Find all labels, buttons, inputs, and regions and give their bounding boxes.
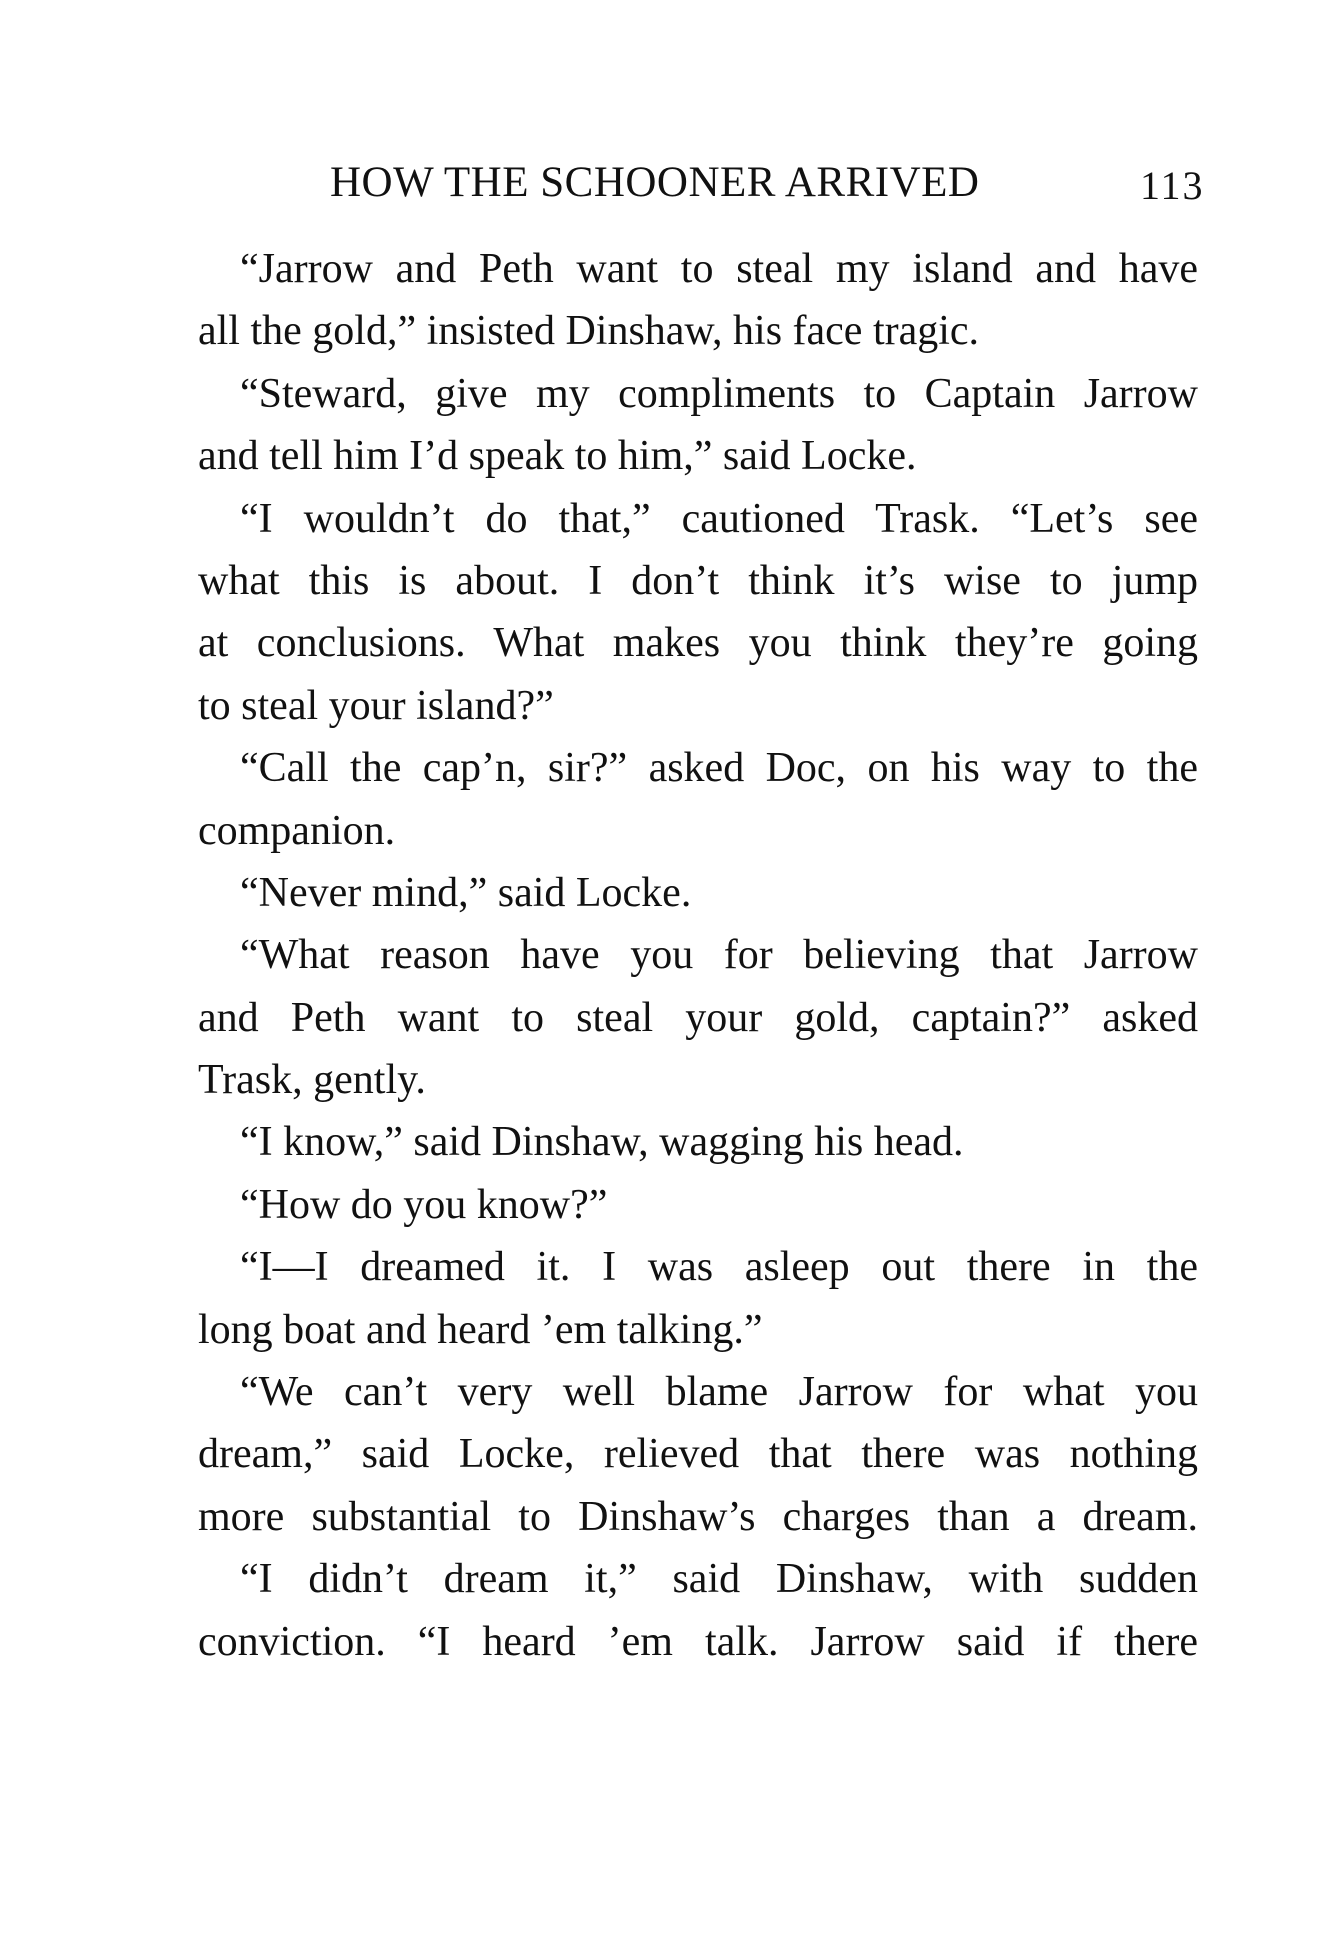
text-line: “Never mind,” said Locke. — [240, 869, 692, 916]
text-line: at conclusions. What makes you think they’re going — [198, 620, 1198, 667]
text-line: “How do you know?” — [240, 1181, 608, 1228]
text-line: to steal your island?” — [198, 682, 554, 729]
text-line: “I—I dreamed it. I was asleep out there in the — [240, 1244, 1198, 1291]
text-line: “I know,” said Dinshaw, wagging his head. — [240, 1119, 964, 1166]
text-line: “Jarrow and Peth want to steal my island and have — [240, 246, 1198, 292]
text-line: and Peth want to steal your gold, captain?” asked — [198, 994, 1198, 1041]
text-line: “Call the cap’n, sir?” asked Doc, on his way to the — [240, 745, 1198, 792]
text-line: long boat and heard ’em talking.” — [198, 1306, 763, 1353]
body-text — [198, 238, 1198, 1673]
text-line: dream,” said Locke, relieved that there was nothing — [198, 1431, 1198, 1478]
text-line: what this is about. I don’t think it’s wise to jump — [198, 557, 1198, 604]
text-line: Trask, gently. — [198, 1057, 426, 1104]
text-line: “What reason have you for believing that Jarrow — [240, 932, 1198, 979]
text-line: conviction. “I heard ’em talk. Jarrow said if there — [198, 1618, 1198, 1665]
text-line: “I didn’t dream it,” said Dinshaw, with sudden — [240, 1556, 1198, 1603]
running-title: HOW THE SCHOONER ARRIVED — [330, 159, 980, 206]
text-line: and tell him I’d speak to him,” said Locke. — [198, 433, 917, 480]
text-line: “We can’t very well blame Jarrow for what you — [240, 1369, 1198, 1416]
page-number: 113 — [1140, 163, 1205, 208]
text-line: companion. — [198, 807, 396, 854]
text-line: all the gold,” insisted Dinshaw, his face tragic. — [198, 308, 980, 355]
text-line: “I wouldn’t do that,” cautioned Trask. “Let’s see — [240, 495, 1198, 542]
text-line: more substantial to Dinshaw’s charges than a dream. — [198, 1493, 1198, 1540]
running-head — [200, 158, 1205, 208]
text-line: “Steward, give my compliments to Captain Jarrow — [240, 370, 1198, 417]
